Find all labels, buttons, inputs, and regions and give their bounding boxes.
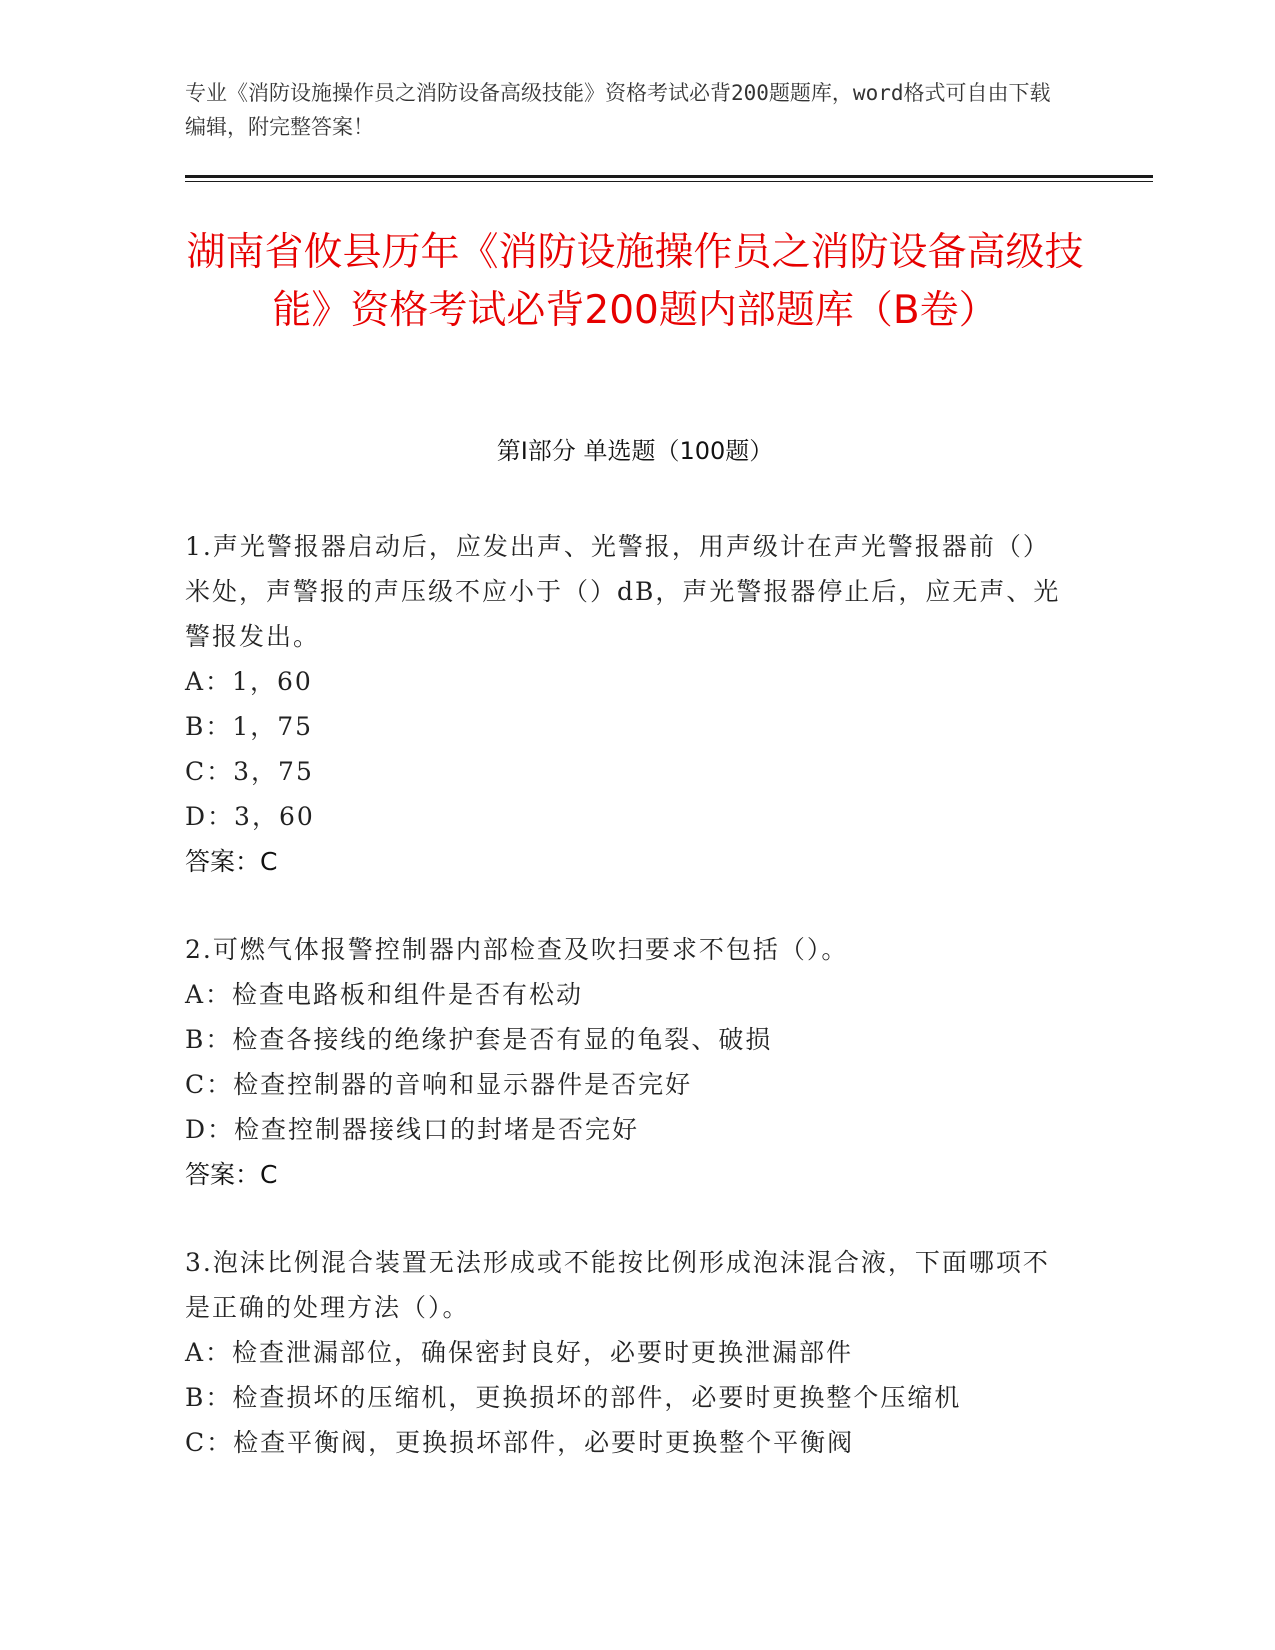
option-a: A：1，60 [185, 667, 313, 696]
question-3 [185, 1240, 1065, 1465]
option-a: A：检查电路板和组件是否有松动 [185, 980, 584, 1009]
question-2 [185, 927, 1065, 1197]
question-stem: 3.泡沫比例混合装置无法形成或不能按比例形成泡沫混合液，下面哪项不是正确的处理方法（）。 [185, 1248, 1050, 1322]
header-divider-thick [185, 175, 1153, 178]
option-c: C：检查控制器的音响和显示器件是否完好 [185, 1070, 693, 1099]
question-list [185, 524, 1065, 1508]
option-a: A：检查泄漏部位，确保密封良好，必要时更换泄漏部件 [185, 1338, 854, 1367]
option-c: C：检查平衡阀，更换损坏部件，必要时更换整个平衡阀 [185, 1428, 855, 1457]
option-d: D：3，60 [185, 802, 315, 831]
section-heading: 第I部分 单选题（100题） [496, 437, 774, 465]
option-b: B：1，75 [185, 712, 314, 741]
option-c: C：3，75 [185, 757, 314, 786]
header-note: 专业《消防设施操作员之消防设备高级技能》资格考试必背200题题库，word格式可自由下载编辑，附完整答案！ [185, 81, 1051, 139]
question-stem: 2.可燃气体报警控制器内部检查及吹扫要求不包括（）。 [185, 935, 849, 964]
option-d: D：检查控制器接线口的封堵是否完好 [185, 1115, 640, 1144]
option-b: B：检查损坏的压缩机，更换损坏的部件，必要时更换整个压缩机 [185, 1383, 962, 1412]
question-1 [185, 524, 1065, 884]
header-divider-thin [185, 181, 1153, 182]
answer: 答案：C [185, 1160, 278, 1189]
question-stem: 1.声光警报器启动后，应发出声、光警报，用声级计在声光警报器前（）米处，声警报的声压级不应小于（）dB，声光警报器停止后，应无声、光警报发出。 [185, 532, 1061, 651]
answer: 答案：C [185, 847, 278, 876]
document-title: 湖南省攸县历年《消防设施操作员之消防设备高级技能》资格考试必背200题内部题库（B卷） [186, 230, 1084, 333]
option-b: B：检查各接线的绝缘护套是否有显的龟裂、破损 [185, 1025, 773, 1054]
